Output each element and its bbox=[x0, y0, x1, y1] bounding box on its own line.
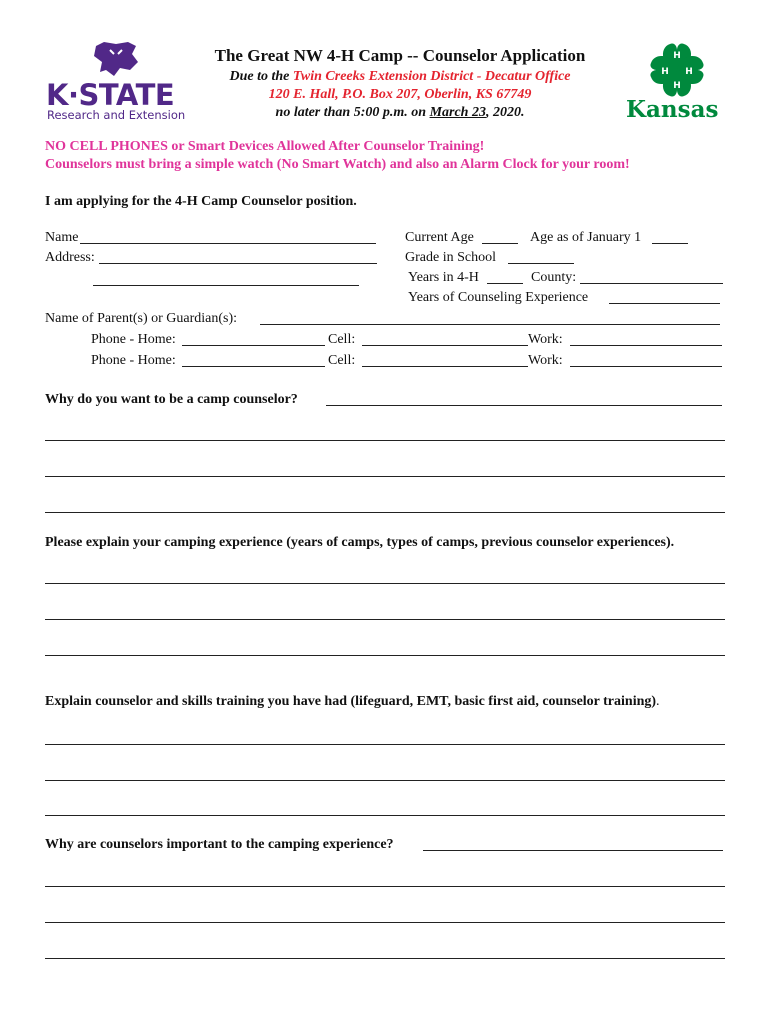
answer-line[interactable] bbox=[45, 512, 725, 513]
phone-home-field-2[interactable] bbox=[182, 366, 325, 367]
question-skills-training-end: . bbox=[656, 694, 660, 709]
cell-field-1[interactable] bbox=[362, 345, 528, 346]
deadline-date: March 23 bbox=[429, 105, 486, 120]
answer-line[interactable] bbox=[45, 815, 725, 816]
answer-line[interactable] bbox=[326, 405, 722, 406]
name-label: Name bbox=[45, 230, 79, 245]
deadline-prefix: no later than 5:00 p.m. on bbox=[275, 105, 430, 120]
phone-home-label: Phone - Home: bbox=[91, 353, 176, 368]
work-label: Work: bbox=[528, 353, 563, 368]
leaf-letter: H bbox=[673, 81, 681, 91]
current-age-field[interactable] bbox=[482, 243, 518, 244]
work-label: Work: bbox=[528, 332, 563, 347]
age-jan-label: Age as of January 1 bbox=[530, 230, 642, 245]
kstate-logo bbox=[44, 40, 194, 122]
question-counselor-importance: Why are counselors important to the camping experience? bbox=[45, 837, 394, 852]
due-office: Twin Creeks Extension District - Decatur Office bbox=[292, 69, 571, 84]
clover-icon bbox=[622, 40, 732, 100]
years-counseling-field[interactable] bbox=[609, 303, 720, 304]
answer-line[interactable] bbox=[45, 922, 725, 923]
answer-line[interactable] bbox=[45, 476, 725, 477]
county-field[interactable] bbox=[580, 283, 723, 284]
work-field-1[interactable] bbox=[570, 345, 722, 346]
county-label: County: bbox=[531, 270, 577, 285]
address-label: Address: bbox=[45, 250, 95, 265]
answer-line[interactable] bbox=[45, 780, 725, 781]
years-4h-field[interactable] bbox=[487, 283, 523, 284]
applying-statement: I am applying for the 4-H Camp Counselor position. bbox=[45, 194, 357, 209]
grade-field[interactable] bbox=[508, 263, 574, 264]
years-4h-label: Years in 4-H bbox=[408, 270, 479, 285]
kstate-subtitle: Research and Extension bbox=[47, 108, 186, 122]
kansas-wordmark: Kansas bbox=[626, 96, 719, 123]
due-prefix: Due to the bbox=[229, 69, 293, 84]
due-to-line bbox=[195, 68, 605, 86]
phone-home-field-1[interactable] bbox=[182, 345, 325, 346]
deadline-line bbox=[195, 104, 605, 122]
phone-home-label: Phone - Home: bbox=[91, 332, 176, 347]
kstate-wordmark: K·STATE bbox=[46, 78, 175, 112]
answer-line[interactable] bbox=[45, 886, 725, 887]
4h-kansas-logo bbox=[622, 40, 732, 124]
question-camping-experience: Please explain your camping experience (years of camps, types of camps, previous counselor experiences). bbox=[45, 535, 675, 550]
answer-line[interactable] bbox=[45, 619, 725, 620]
work-field-2[interactable] bbox=[570, 366, 722, 367]
question-skills-training-text: Explain counselor and skills training you have had (lifeguard, EMT, basic first aid, counselor training) bbox=[45, 694, 657, 709]
parents-label: Name of Parent(s) or Guardian(s): bbox=[45, 311, 238, 326]
parents-field[interactable] bbox=[260, 324, 720, 325]
name-field[interactable] bbox=[80, 243, 376, 244]
leaf-letter: H bbox=[661, 67, 669, 77]
current-age-label: Current Age bbox=[405, 230, 474, 245]
answer-line[interactable] bbox=[45, 744, 725, 745]
question-why-counselor: Why do you want to be a camp counselor? bbox=[45, 392, 298, 407]
office-address: 120 E. Hall, P.O. Box 207, Oberlin, KS 67749 bbox=[268, 87, 532, 102]
answer-line[interactable] bbox=[45, 440, 725, 441]
notice-no-phones: NO CELL PHONES or Smart Devices Allowed After Counselor Training! bbox=[45, 139, 485, 154]
years-counseling-label: Years of Counseling Experience bbox=[408, 290, 589, 305]
cell-label: Cell: bbox=[328, 332, 356, 347]
page-title: The Great NW 4-H Camp -- Counselor Application bbox=[214, 46, 586, 65]
leaf-letter: H bbox=[673, 51, 681, 61]
answer-line[interactable] bbox=[45, 655, 725, 656]
grade-label: Grade in School bbox=[405, 250, 496, 265]
answer-line[interactable] bbox=[45, 958, 725, 959]
cell-label: Cell: bbox=[328, 353, 356, 368]
answer-line[interactable] bbox=[423, 850, 723, 851]
deadline-suffix: , 2020. bbox=[485, 105, 525, 120]
cell-field-2[interactable] bbox=[362, 366, 528, 367]
leaf-letter: H bbox=[685, 67, 693, 77]
answer-line[interactable] bbox=[45, 583, 725, 584]
question-skills-training bbox=[45, 694, 660, 710]
age-jan-field[interactable] bbox=[652, 243, 688, 244]
address-field-line2[interactable] bbox=[93, 285, 359, 286]
address-field-line1[interactable] bbox=[99, 263, 377, 264]
notice-bring-watch: Counselors must bring a simple watch (No Smart Watch) and also an Alarm Clock for your room! bbox=[45, 157, 630, 172]
